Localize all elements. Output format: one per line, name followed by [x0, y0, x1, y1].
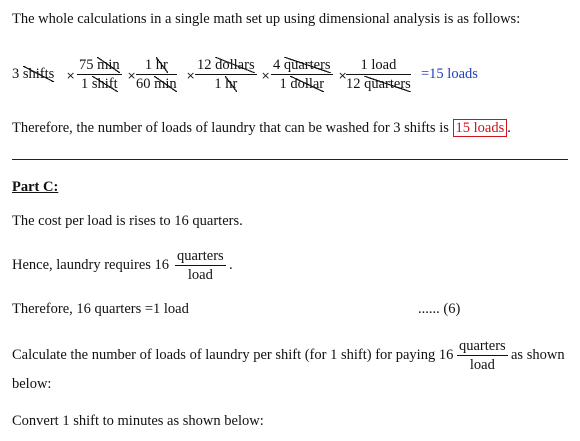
cancelled-unit: hr: [155, 57, 168, 73]
cancelled-unit: dollars: [215, 57, 255, 73]
times-sign: ×: [338, 69, 348, 82]
cancelled-unit: shifts: [22, 66, 55, 82]
below-text: below:: [12, 376, 52, 392]
times-sign: ×: [66, 69, 76, 82]
equation-number: ...... (6): [418, 301, 461, 317]
cancelled-unit: min: [97, 57, 120, 73]
calc-rate-fraction: quarters load: [459, 338, 506, 373]
solution-page: The whole calculations in a single math set up using dimensional analysis is as follows: 3 shifts × 75 min 1 shift × 1 hr 60 min × 12 dollars 1 hr × 4 quarters 1 dollar × 1 load 12 quarters =15 loads Therefore, the number of loads of laundry that can be washed for 3 shifts is 15 loads . Part C: The cost per load is rises to 16 quarters. Hence, laundry requires 16 quarters load . Therefore, 16 quarters =1 load ...... (6) Calculate the number of loads of laundry per shift (for 1 shift) for paying 16 quarters load as shown below: Convert 1 shift to minutes as shown below:: [0, 0, 580, 441]
fraction-min-per-shift: 75 min 1 shift: [79, 57, 120, 92]
times-sign: ×: [261, 69, 271, 82]
fraction-dollars-per-hr: 12 dollars 1 hr: [197, 57, 255, 92]
cancelled-unit: min: [154, 76, 177, 92]
convert-shift-text: Convert 1 shift to minutes as shown below:: [12, 413, 264, 429]
cancelled-unit: dollar: [290, 76, 325, 92]
cancelled-unit: quarters: [364, 76, 411, 92]
times-sign: ×: [186, 69, 196, 82]
times-sign: ×: [127, 69, 137, 82]
cancelled-unit: hr: [225, 76, 238, 92]
intro-text: The whole calculations in a single math set up using dimensional analysis is as follows:: [12, 11, 521, 27]
cancelled-unit: quarters: [283, 57, 331, 73]
fraction-quarters-per-dollar: 4 quarters 1 dollar: [273, 57, 331, 92]
rate-fraction: quarters load: [177, 248, 224, 283]
cost-per-load-text: The cost per load is rises to 16 quarters.: [12, 213, 243, 229]
equation-result: =15 loads: [421, 66, 478, 82]
fraction-load-per-quarters: 1 load 12 quarters: [346, 57, 411, 92]
section-divider: [12, 159, 568, 160]
part-c-heading: Part C:: [12, 179, 59, 195]
conclusion-line: Therefore, the number of loads of laundry that can be washed for 3 shifts is 15 loads .: [12, 120, 511, 136]
conversion-statement: Therefore, 16 quarters =1 load: [12, 301, 189, 317]
answer-box: 15 loads: [453, 119, 508, 137]
lead-quantity: 3 shifts: [12, 66, 55, 82]
fraction-hr-per-min: 1 hr 60 min: [136, 57, 177, 92]
cancelled-unit: shift: [91, 76, 118, 92]
